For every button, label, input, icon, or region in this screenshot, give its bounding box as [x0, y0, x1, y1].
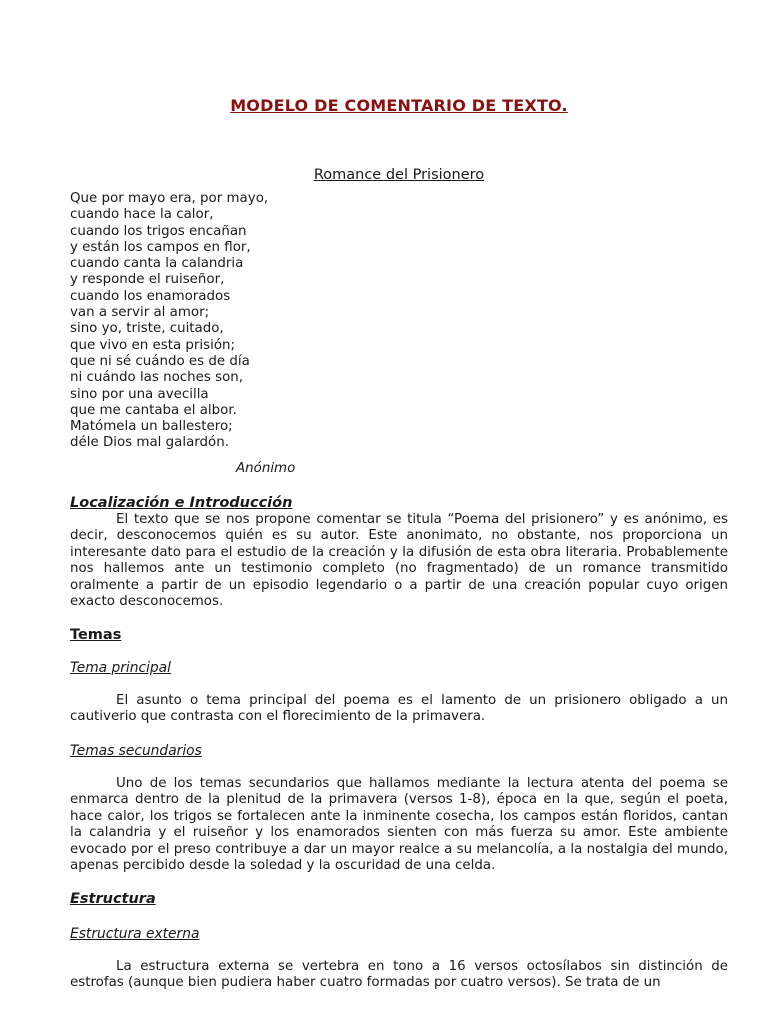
poem-line: Matómela un ballestero;	[70, 419, 233, 435]
document-title: MODELO DE COMENTARIO DE TEXTO.	[230, 96, 568, 115]
paragraph-estructura-externa: La estructura externa se vertebra en tono a 16 versos octosílabos sin distinción de estrofas (aunque bien pudiera haber cuatro formadas por cuatro versos). Se trata de un	[70, 959, 728, 991]
poem-line: Que por mayo era, por mayo,	[70, 191, 269, 206]
poem-line: que me cantaba el albor.	[70, 402, 237, 418]
poem-title: Romance del Prisionero	[313, 167, 485, 183]
poem-line: cuando los trigos encañan	[70, 223, 247, 239]
paragraph-localizacion: El texto que se nos propone comentar se titula “Poema del prisionero” y es anónimo, es decir, desconocemos quién es su autor. Este anonimato, no obstante, nos proporciona un interesante dato para el estudio de la creación y la difusión de esta obra literaria. Probablemente nos hallemos ante un testimonio completo (no fragmentado) de un romance transmitido oralmente a partir de un episodio legendario o a partir de una creación popular cuyo origen exacto desconocemos.	[70, 512, 728, 610]
poem-line: ni cuándo las noches son,	[70, 370, 244, 386]
subheading-estructura-externa: Estructura externa	[70, 926, 200, 942]
poem-line: cuando los enamorados	[70, 288, 231, 304]
poem-line: que ni sé cuándo es de día	[70, 353, 250, 369]
section-heading-estructura: Estructura	[70, 891, 156, 907]
paragraph-temas-secundarios: Uno de los temas secundarios que hallamos mediante la lectura atenta del poema se enmarca dentro de la plenitud de la primavera (versos 1-8), época en la que, según el poeta, hace calor, los trigos se fortalecen ante la inminente cosecha, los campos están floridos, cantan la calandria y el ruiseñor y los enamorados sienten con más fuerza su amor. Este ambiente evocado por el preso contribuye a dar un mayor realce a su melancolía, a la nostalgia del mundo, apenas percibido desde la soledad y la oscuridad de una celda.	[70, 776, 728, 874]
poem-line: van a servir al amor;	[70, 305, 210, 321]
subheading-tema-principal: Tema principal	[70, 660, 171, 676]
poem-line: que vivo en esta prisión;	[70, 337, 236, 353]
poem-line: déle Dios mal galardón.	[70, 435, 229, 451]
poem-line: cuando canta la calandria	[70, 256, 244, 272]
poem-line: y están los campos en flor,	[70, 239, 251, 255]
paragraph-tema-principal: El asunto o tema principal del poema es el lamento de un prisionero obligado a un cautiverio que contrasta con el florecimiento de la primavera.	[70, 693, 728, 725]
poem-line: sino por una avecilla	[70, 386, 209, 402]
poem-line: cuando hace la calor,	[70, 207, 214, 223]
poem-line: sino yo, triste, cuitado,	[70, 321, 224, 337]
poem-verses	[70, 191, 268, 452]
subheading-temas-secundarios: Temas secundarios	[70, 743, 202, 759]
poem-line: y responde el ruiseñor,	[70, 272, 225, 288]
section-heading-localizacion: Localización e Introducción	[70, 495, 293, 511]
section-heading-temas: Temas	[70, 627, 122, 643]
poem-author: Anónimo	[236, 461, 296, 476]
